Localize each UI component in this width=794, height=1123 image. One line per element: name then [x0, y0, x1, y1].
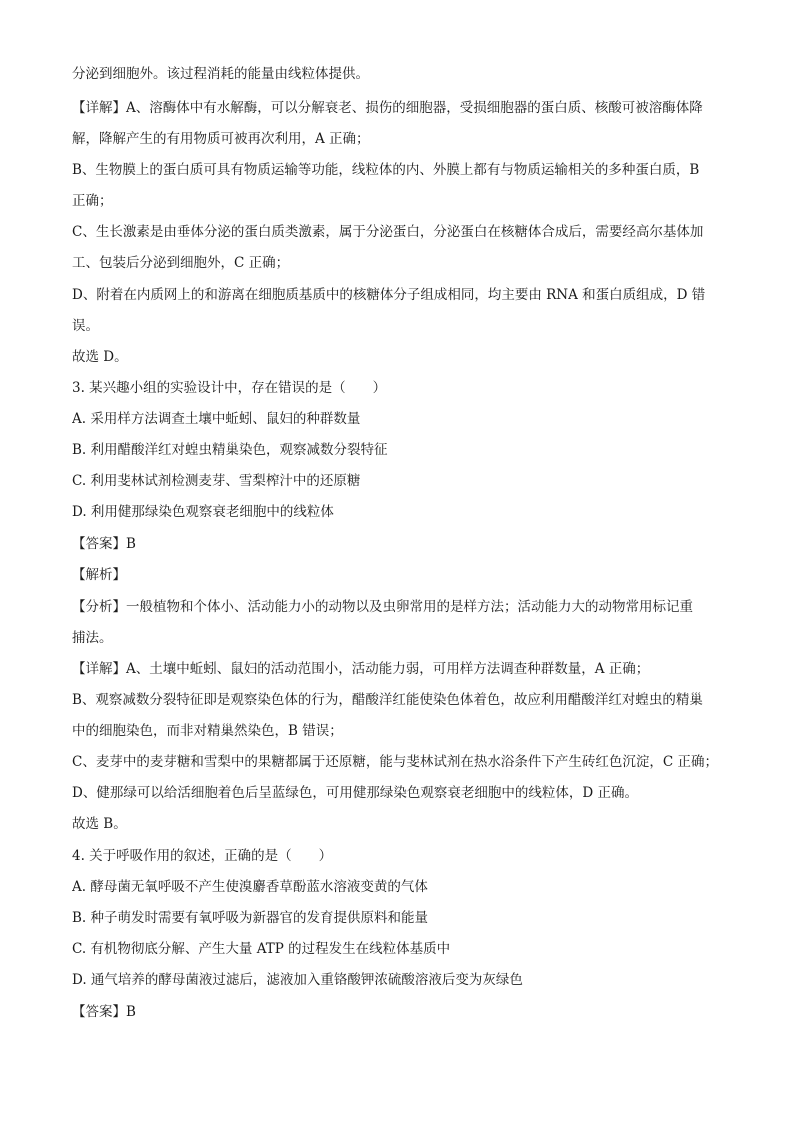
question-3-option-a: A. 采用样方法调查土壤中蚯蚓、鼠妇的种群数量	[72, 411, 361, 427]
text-line: C、生长激素是由垂体分泌的蛋白质类激素，属于分泌蛋白，分泌蛋白在核糖体合成后，需要经高尔基体加	[72, 224, 704, 240]
text-line: 故选 D。	[72, 349, 128, 365]
text-line: B、生物膜上的蛋白质可具有物质运输等功能，线粒体的内、外膜上都有与物质运输相关的多种蛋白质，B	[72, 162, 700, 178]
question-4-option-b: B. 种子萌发时需要有氧呼吸为新器官的发育提供原料和能量	[72, 910, 429, 926]
analysis-label: 【解析】	[72, 567, 126, 583]
question-4-option-d: D. 通气培养的酵母菌液过滤后，滤液加入重铬酸钾浓硫酸溶液后变为灰绿色	[72, 972, 523, 988]
text-line: 工、包装后分泌到细胞外，C 正确；	[72, 255, 290, 271]
text-line: 正确；	[72, 193, 113, 209]
question-3-option-c: C. 利用斐林试剂检测麦芽、雪梨榨汁中的还原糖	[72, 473, 361, 489]
text-line: 解，降解产生的有用物质可被再次利用，A 正确；	[72, 131, 370, 147]
text-line: 【详解】A、溶酶体中有水解酶，可以分解衰老、损伤的细胞器，受损细胞器的蛋白质、核酸可被溶酶体降	[72, 100, 703, 116]
text-line: 中的细胞染色，而非对精巢然染色，B 错误；	[72, 723, 343, 739]
question-4-option-a: A. 酵母菌无氧呼吸不产生使溴麝香草酚蓝水溶液变黄的气体	[72, 879, 428, 895]
text-line: 分泌到细胞外。该过程消耗的能量由线粒体提供。	[72, 66, 369, 82]
text-line: B、观察减数分裂特征即是观察染色体的行为，醋酸洋红能使染色体着色，故应利用醋酸洋红对蝗虫的精巢	[72, 692, 703, 708]
question-4-option-c: C. 有机物彻底分解、产生大量 ATP 的过程发生在线粒体基质中	[72, 941, 451, 957]
text-line: 【分析】一般植物和个体小、活动能力小的动物以及虫卵常用的是样方法；活动能力大的动物常用标记重	[72, 599, 693, 615]
question-3-option-d: D. 利用健那绿染色观察衰老细胞中的线粒体	[72, 504, 334, 520]
question-3-stem: 3. 某兴趣小组的实验设计中，存在错误的是（ ）	[72, 380, 387, 396]
text-line: 误。	[72, 318, 99, 334]
text-line: D、健那绿可以给活细胞着色后呈蓝绿色，可用健那绿染色观察衰老细胞中的线粒体，D 正确。	[72, 785, 638, 801]
question-3-option-b: B. 利用醋酸洋红对蝗虫精巢染色，观察减数分裂特征	[72, 442, 388, 458]
text-line: D、附着在内质网上的和游离在细胞质基质中的核糖体分子组成相同，均主要由 RNA 和蛋白质组成，D 错	[72, 287, 706, 303]
text-line: 故选 B。	[72, 816, 127, 832]
text-line: C、麦芽中的麦芽糖和雪梨中的果糖都属于还原糖，能与斐林试剂在热水浴条件下产生砖红色沉淀，C 正确；	[72, 754, 718, 770]
question-4-stem: 4. 关于呼吸作用的叙述，正确的是（ ）	[72, 848, 333, 864]
text-line: 【详解】A、土壤中蚯蚓、鼠妇的活动范围小，活动能力弱，可用样方法调查种群数量，A 正确；	[72, 661, 650, 677]
text-line: 捕法。	[72, 630, 113, 646]
answer-label: 【答案】B	[72, 1004, 136, 1020]
answer-label: 【答案】B	[72, 536, 136, 552]
